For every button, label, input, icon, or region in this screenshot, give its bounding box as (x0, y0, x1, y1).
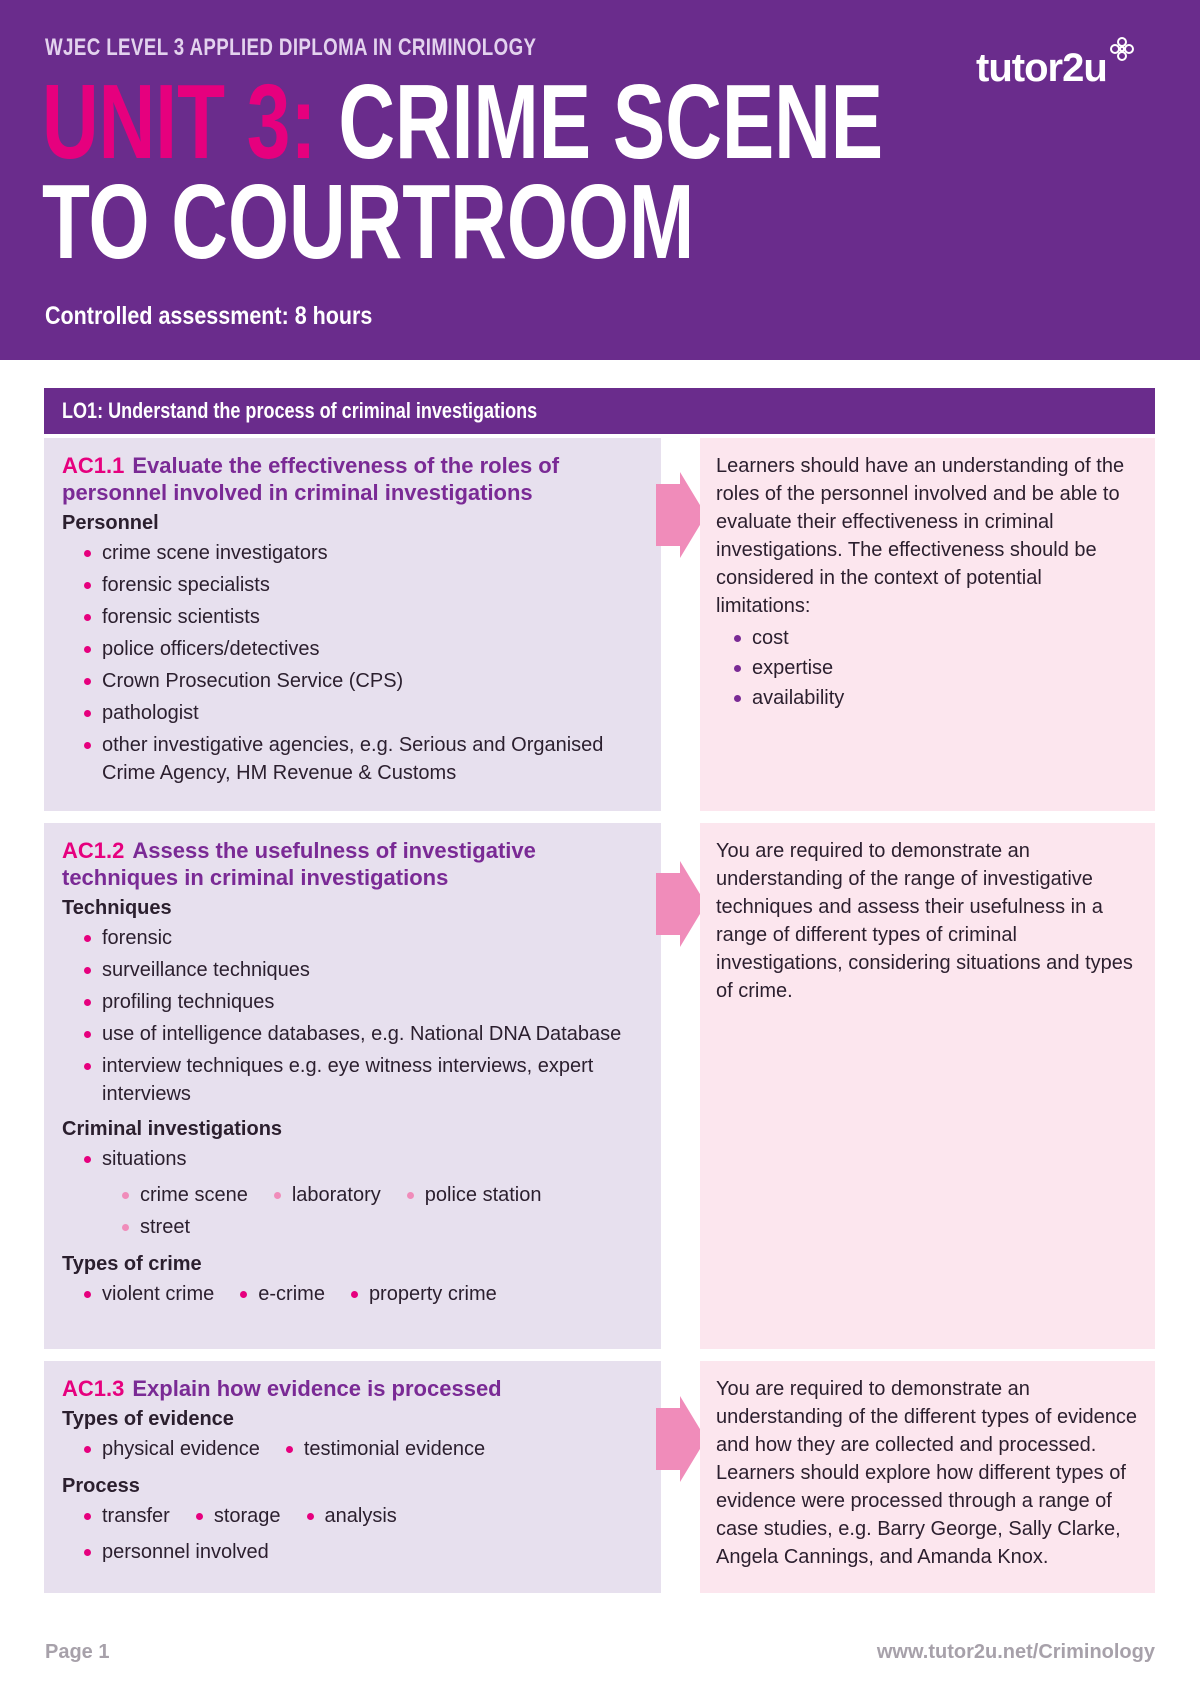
ac2-content-panel (44, 823, 661, 1349)
ac2-guidance-panel (700, 823, 1155, 1349)
list-item: expertise (734, 654, 1139, 682)
list-item: profiling techniques (84, 988, 643, 1016)
process-list (62, 1502, 643, 1534)
header-banner (0, 0, 1200, 360)
list-item: police station (407, 1181, 542, 1209)
ac3-code: AC1.3 (62, 1376, 125, 1401)
crime-types-list (62, 1280, 643, 1312)
list-item: pathologist (84, 699, 643, 727)
ac1-section-label: Personnel (62, 512, 159, 534)
ac3-title: Explain how evidence is processed (132, 1376, 502, 1401)
list-item: forensic (84, 924, 643, 952)
ac2-title: Assess the usefulness of investigative techniques in criminal investigations (62, 838, 536, 890)
arrow-right-icon (656, 1396, 706, 1482)
process-label: Process (62, 1475, 140, 1497)
title-line1: CRIME SCENE (338, 63, 884, 181)
list-item: situations (84, 1145, 187, 1173)
list-item: forensic scientists (84, 603, 643, 631)
list-item: interview techniques e.g. eye witness interviews, expert interviews (84, 1052, 643, 1108)
brand-logo (976, 46, 1135, 96)
learning-outcome-label: LO1: Understand the process of criminal investigations (62, 398, 538, 423)
list-item: laboratory (274, 1181, 381, 1209)
list-item: street (122, 1213, 190, 1241)
ac3-guidance-text: You are required to demonstrate an understanding of the different types of evidence and how they are collected and processed. Learners should explore how different types of evidence were processed through a range of case studies, e.g. Barry George, Sally Clarke, Angela Cannings, and Amanda Knox. (716, 1378, 1138, 1568)
list-item: surveillance techniques (84, 956, 643, 984)
page-title (42, 63, 884, 281)
list-item: cost (734, 624, 1139, 652)
ac2-heading (62, 837, 643, 891)
list-item: forensic specialists (84, 571, 643, 599)
list-item: availability (734, 684, 1139, 712)
list-item: testimonial evidence (286, 1435, 485, 1463)
arrow-right-icon (656, 472, 706, 558)
list-item: e-crime (240, 1280, 325, 1308)
process-list-continued (62, 1538, 643, 1570)
list-item: crime scene investigators (84, 539, 643, 567)
ac3-content-panel (44, 1361, 661, 1593)
list-item: storage (196, 1502, 281, 1530)
list-item: personnel involved (84, 1538, 269, 1566)
list-item: crime scene (122, 1181, 248, 1209)
footer-url[interactable]: www.tutor2u.net/Criminology (876, 1641, 1155, 1663)
situations-list (62, 1181, 643, 1245)
list-item: violent crime (84, 1280, 214, 1308)
ac1-guidance-text: Learners should have an understanding of the roles of the personnel involved and be able to evaluate their effectiveness in criminal investigations. The effectiveness should be considered in the context of potential limitations: (716, 455, 1125, 617)
list-item: Crown Prosecution Service (CPS) (84, 667, 643, 695)
crime-types-label: Types of crime (62, 1253, 202, 1275)
list-item: property crime (351, 1280, 497, 1308)
title-unit: UNIT 3: (42, 63, 317, 181)
logo-text: tutor2u (976, 46, 1107, 90)
list-item: police officers/detectives (84, 635, 643, 663)
page-subtitle: Controlled assessment: 8 hours (45, 302, 373, 330)
arrow-right-icon (656, 861, 706, 947)
list-item: use of intelligence databases, e.g. National DNA Database (84, 1020, 643, 1048)
ac3-heading (62, 1375, 643, 1402)
learning-outcome-bar (44, 388, 1155, 434)
title-line2: TO COURTROOM (42, 163, 695, 281)
investigations-label: Criminal investigations (62, 1118, 283, 1140)
ac1-code: AC1.1 (62, 453, 125, 478)
ac3-guidance-panel (700, 1361, 1155, 1593)
page-number: Page 1 (45, 1641, 110, 1663)
evidence-list (62, 1435, 643, 1467)
list-item: physical evidence (84, 1435, 260, 1463)
list-item: other investigative agencies, e.g. Serious and Organised Crime Agency, HM Revenue & Customs (84, 731, 643, 787)
ac1-title: Evaluate the effectiveness of the roles of personnel involved in criminal investigations (62, 453, 560, 505)
course-kicker: WJEC LEVEL 3 APPLIED DIPLOMA IN CRIMINOLOGY (45, 34, 537, 61)
ac1-guidance-panel (700, 438, 1155, 811)
list-item: analysis (307, 1502, 397, 1530)
ac2-code: AC1.2 (62, 838, 125, 863)
flower-icon (1109, 36, 1135, 62)
techniques-label: Techniques (62, 897, 172, 919)
ac1-heading (62, 452, 643, 506)
evidence-label: Types of evidence (62, 1408, 234, 1430)
list-item: transfer (84, 1502, 170, 1530)
personnel-list (62, 539, 643, 787)
ac2-guidance-text: You are required to demonstrate an understanding of the range of investigative techniques and assess their usefulness in a range of different types of criminal investigations, considering situations and types of crime. (716, 840, 1133, 1002)
techniques-list (62, 924, 643, 1108)
limitations-list (716, 624, 1139, 712)
ac1-content-panel (44, 438, 661, 811)
situations-heading-list (62, 1145, 643, 1177)
